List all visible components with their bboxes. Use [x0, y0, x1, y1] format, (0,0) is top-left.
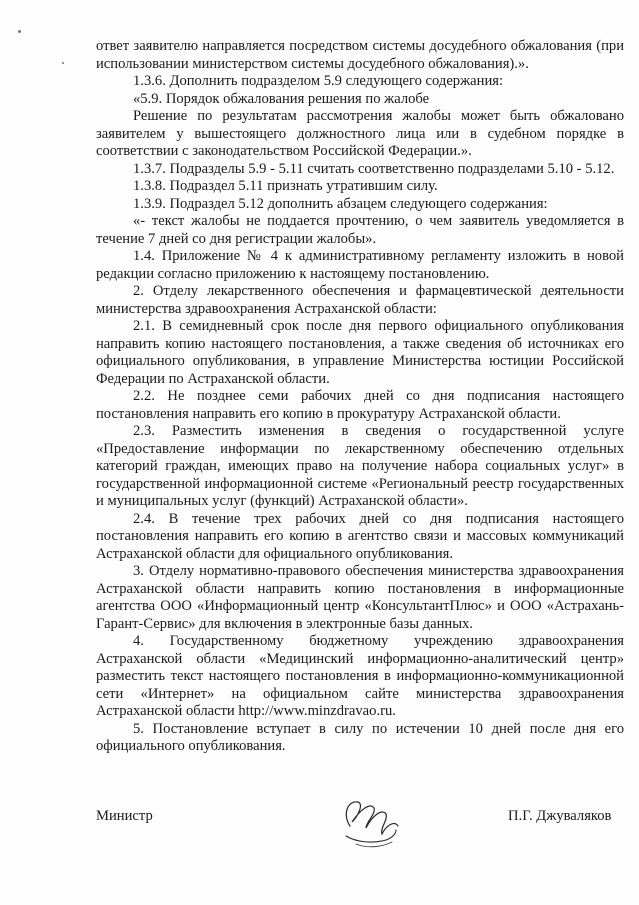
- paragraph-4: 4. Государственному бюджетному учреждению здравоохранения Астраханской области «Медицинский информационно-аналитический центр» разместить текст настоящего постановления в информационно-коммуникационной сети «Интернет» на официальном сайте министерства здравоохранения Астраханской области http://www.minzdravao.ru.: [96, 633, 624, 719]
- paragraph-1-3-6: 1.3.6. Дополнить подразделом 5.9 следующего содержания:: [133, 73, 504, 89]
- paragraph-2-4: 2.4. В течение трех рабочих дней со дня подписания настоящего постановления направить его копию в агентство связи и массовых коммуникаций Астраханской области для официального опубликования.: [96, 510, 624, 562]
- paragraph-2-3: 2.3. Разместить изменения в сведения о государственной услуге «Предоставление информации по лекарственному обеспечению отдельных категорий граждан, имеющих право на получение набора социальных услуг» в государственной информационной системе «Региональный реестр государственных и муниципальных услуг (функций) Астраханской области».: [96, 423, 624, 509]
- paragraph-2-1: 2.1. В семидневный срок после дня первого официального опубликования направить копию настоящего постановления, а также сведения об источниках его официального опубликования, в управление Министерства юстиции Российской Федерации по Астраханской области.: [96, 318, 624, 387]
- paragraph-2: 2. Отделу лекарственного обеспечения и фармацевтической деятельности министерства здравоохранения Астраханской области:: [96, 283, 624, 317]
- paragraph-2-2: 2.2. Не позднее семи рабочих дней со дня подписания настоящего постановления направить его копию в прокуратуру Астраханской области.: [96, 388, 624, 422]
- scan-speck: [62, 62, 64, 64]
- paragraph-continuation: ответ заявителю направляется посредством системы досудебного обжалования (при использовании министерством системы досудебного обжалования).».: [96, 38, 624, 72]
- paragraph-5-9-text: Решение по результатам рассмотрения жалобы может быть обжаловано заявителем у вышестоящего должностного лица или в судебном порядке в соответствии с законодательством Российской Федерации.».: [96, 108, 624, 159]
- paragraph-5: 5. Постановление вступает в силу по истечении 10 дней после дня его официального опубликования.: [96, 720, 624, 754]
- paragraph-1-4: 1.4. Приложение № 4 к административному регламенту изложить в новой редакции согласно приложению к настоящему постановлению.: [96, 248, 624, 282]
- paragraph-3: 3. Отделу нормативно-правового обеспечения министерства здравоохранения Астраханской области направить копию постановления в информационные агентства ООО «Информационный центр «КонсультантПлюс» и ООО «Астрахань-Гарант-Сервис» для включения в электронные базы данных.: [96, 563, 624, 632]
- signatory-name: П.Г. Джуваляков: [508, 808, 612, 824]
- paragraph-1-3-9-item: «- текст жалобы не поддается прочтению, о чем заявитель уведомляется в течение 7 дней со дня регистрации жалобы».: [96, 213, 624, 247]
- signatory-position: Министр: [96, 808, 153, 824]
- paragraph-1-3-9: 1.3.9. Подраздел 5.12 дополнить абзацем следующего содержания:: [133, 195, 548, 212]
- paragraph-1-3-8: 1.3.8. Подраздел 5.11 признать утратившим силу.: [133, 178, 438, 194]
- document-body: [96, 38, 624, 756]
- scan-speck: [18, 30, 21, 33]
- handwritten-signature: [336, 792, 406, 852]
- paragraph-5-9-heading: «5.9. Порядок обжалования решения по жалобе: [133, 90, 430, 107]
- paragraph-1-3-7: 1.3.7. Подразделы 5.9 - 5.11 считать соответственно подразделами 5.10 - 5.12.: [133, 160, 615, 177]
